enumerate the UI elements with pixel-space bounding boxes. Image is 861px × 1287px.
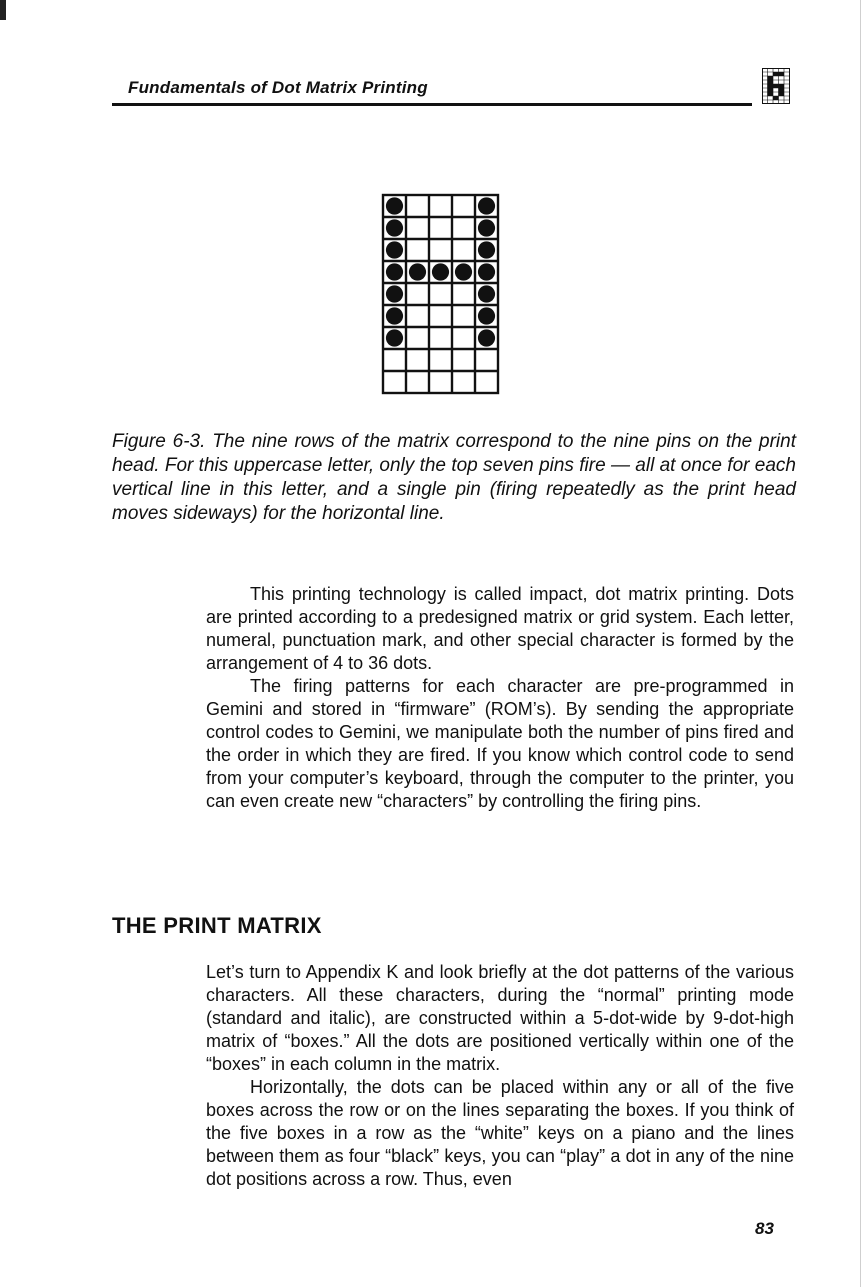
paragraph-firing-patterns: The firing patterns for each character are pre-programmed in Gemini and stored in “firmware” (ROM’s). By sending the appropriate control codes to Gemini, we manipulate both the number of pins fired and the order in which they are fired. If you know which control code to send from your computer’s keyboard, through the computer to the printer, you can even create new “characters” by controlling the firing pins. [206,676,794,811]
running-header-title: Fundamentals of Dot Matrix Printing [128,78,428,97]
matrix-dot [478,285,495,302]
matrix-dot [455,263,472,280]
matrix-dot [386,219,403,236]
matrix-dot [409,263,426,280]
paragraph-appendix-k: Let’s turn to Appendix K and look briefly at the dot patterns of the various characters. All these characters, during the “normal” printing mode (standard and italic), are constructed within a 5-dot-wide by 9-dot-high matrix of “boxes.” All the dots are positioned vertically within one of the “boxes” in each column in the matrix. [206,962,794,1074]
matrix-dot [386,329,403,346]
scan-edge-mark [0,0,6,20]
header-rule [112,103,752,106]
matrix-dot [478,329,495,346]
matrix-dot [478,263,495,280]
paragraph-horizontal-positions: Horizontally, the dots can be placed within any or all of the five boxes across the row or on the lines separating the boxes. If you think of the five boxes in a row as the “white” keys on a piano and the lines between them as four “black” keys, you can “play” a dot in any of the nine dot positions across a row. Thus, even [206,1077,794,1189]
paragraph-impact-printing: This printing technology is called impact, dot matrix printing. Dots are printed according to a predesigned matrix or grid system. Each letter, numeral, punctuation mark, and other special character is formed by the arrangement of 4 to 36 dots. [206,584,794,673]
matrix-dot [386,285,403,302]
figure-caption: Figure 6-3. The nine rows of the matrix correspond to the nine pins on the print head. For this uppercase letter, only the top seven pins fire — all at once for each vertical line in this letter, and a single pin (firing repeatedly as the print head moves sideways) for the horizontal line. [112,431,796,524]
matrix-dot [386,307,403,324]
matrix-dot [432,263,449,280]
page-number: 83 [755,1219,774,1238]
matrix-dot [478,241,495,258]
chapter-6-dot-matrix-icon [762,68,790,104]
matrix-dot [478,307,495,324]
matrix-dot [386,263,403,280]
body-section-intro [206,583,794,813]
matrix-dot [478,197,495,214]
matrix-dot [386,197,403,214]
dot-matrix-letter-h-figure [380,192,501,398]
matrix-dot [478,219,495,236]
body-section-print-matrix [206,961,794,1191]
section-heading: THE PRINT MATRIX [112,913,322,938]
matrix-dot [386,241,403,258]
